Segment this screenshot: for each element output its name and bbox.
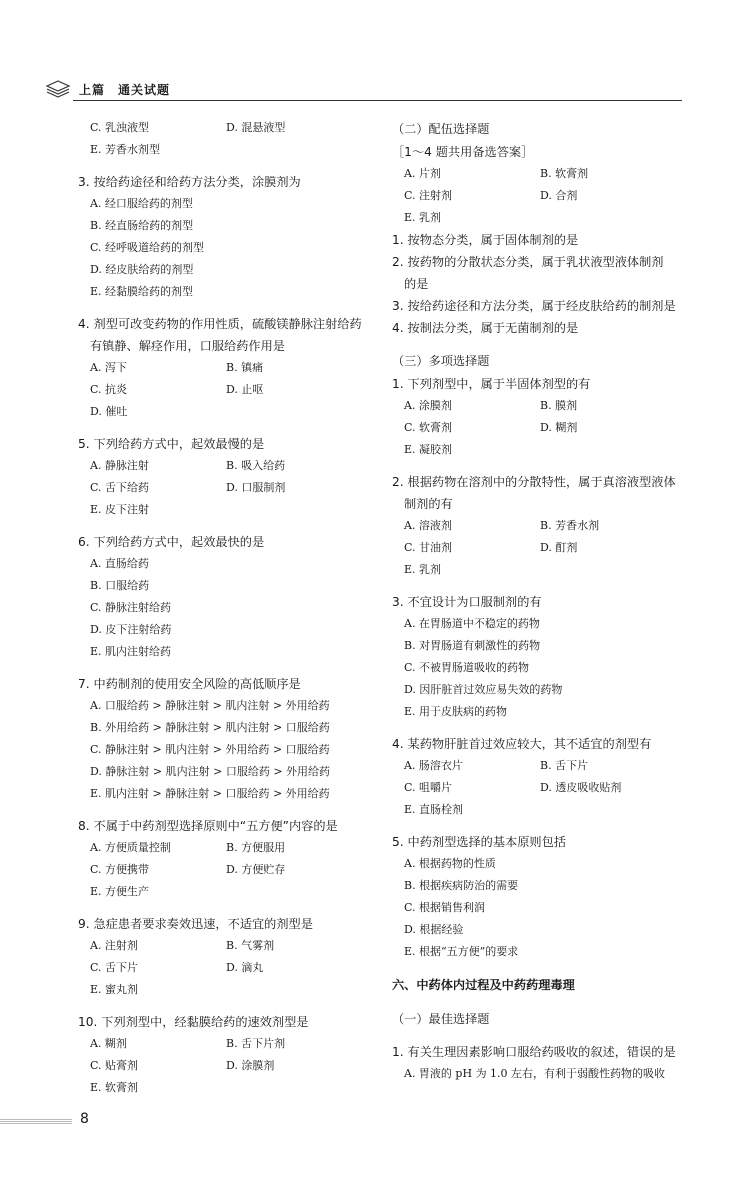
option-item: D. 因肝脏首过效应易失效的药物 — [404, 683, 563, 696]
option-item: C. 咀嚼片 — [404, 781, 453, 794]
spacer — [78, 805, 378, 815]
option-item: B. 根据疾病防治的需要 — [404, 879, 519, 892]
section-heading: 六、中药体内过程及中药药理毒理 — [392, 978, 575, 992]
option-item: B. 吸入给药 — [226, 459, 286, 472]
option-row — [78, 117, 378, 139]
question-text: 2. 根据药物在溶剂中的分散特性，属于真溶液型液体 — [392, 475, 676, 489]
option-item: A. 糊剂 — [90, 1037, 127, 1050]
option-item: E. 根据“五方便”的要求 — [404, 945, 519, 958]
option-row — [392, 777, 692, 799]
question-text: 3. 不宜设计为口服制剂的有 — [392, 595, 542, 609]
option-item: D. 口服制剂 — [226, 481, 286, 494]
option-item: D. 根据经验 — [404, 923, 464, 936]
option-item: B. 膜剂 — [540, 399, 578, 412]
spacer — [78, 903, 378, 913]
option-item: A. 溶液剂 — [404, 519, 452, 532]
footer-decoration — [0, 1119, 72, 1125]
book-stack-icon — [45, 80, 71, 98]
option-item: A. 经口服给药的剂型 — [90, 197, 193, 210]
page-number: 8 — [80, 1111, 89, 1127]
option-item: B. 外用给药 > 静脉注射 > 肌内注射 > 口服给药 — [90, 721, 330, 734]
question-text: 有镇静、解痉作用，口服给药作用是 — [90, 339, 285, 353]
option-item: D. 滴丸 — [226, 961, 264, 974]
spacer — [392, 821, 692, 831]
option-item: C. 方便携带 — [90, 863, 150, 876]
header-title: 上篇 通关试题 — [79, 83, 171, 97]
question-text: 4. 剂型可改变药物的作用性质，硫酸镁静脉注射给药 — [78, 317, 362, 331]
header-rule — [73, 100, 682, 101]
option-row — [78, 357, 378, 379]
page-header — [45, 80, 682, 102]
option-item: C. 不被胃肠道吸收的药物 — [404, 661, 530, 674]
spacer — [78, 663, 378, 673]
option-item: A. 涂膜剂 — [404, 399, 452, 412]
option-item: C. 抗炎 — [90, 383, 128, 396]
option-row — [392, 537, 692, 559]
spacer — [392, 723, 692, 733]
section-heading: （三）多项选择题 — [392, 354, 490, 368]
option-item: E. 乳剂 — [404, 211, 442, 224]
option-row — [392, 163, 692, 185]
option-item: A. 口服给药 > 静脉注射 > 肌内注射 > 外用给药 — [90, 699, 330, 712]
option-row — [392, 417, 692, 439]
option-item: B. 舌下片剂 — [226, 1037, 286, 1050]
question-text: 1. 有关生理因素影响口服给药吸收的叙述，错误的是 — [392, 1045, 676, 1059]
option-item: A. 根据药物的性质 — [404, 857, 496, 870]
option-item: E. 肌内注射给药 — [90, 645, 172, 658]
option-item: D. 涂膜剂 — [226, 1059, 275, 1072]
option-item: C. 乳浊液型 — [90, 121, 150, 134]
question-text: 9. 急症患者要求奏效迅速，不适宜的剂型是 — [78, 917, 313, 931]
question-text: 制剂的有 — [404, 497, 453, 511]
spacer — [392, 581, 692, 591]
option-item: B. 口服给药 — [90, 579, 150, 592]
option-item: D. 皮下注射给药 — [90, 623, 172, 636]
option-item: A. 注射剂 — [90, 939, 138, 952]
option-item: E. 方便生产 — [90, 885, 150, 898]
spacer — [392, 1031, 692, 1041]
option-item: D. 止呕 — [226, 383, 264, 396]
option-item: B. 方便服用 — [226, 841, 286, 854]
question-text: 3. 按给药途径和方法分类，属于经皮肤给药的制剂是 — [392, 299, 676, 313]
option-row — [392, 185, 692, 207]
option-item: B. 气雾剂 — [226, 939, 275, 952]
left-column — [78, 117, 378, 1099]
option-item: C. 贴膏剂 — [90, 1059, 139, 1072]
right-column — [392, 117, 692, 1085]
option-row — [392, 395, 692, 417]
option-item: A. 方便质量控制 — [90, 841, 171, 854]
question-text: 1. 按物态分类，属于固体制剂的是 — [392, 233, 579, 247]
section-heading: （一）最佳选择题 — [392, 1012, 490, 1026]
option-item: C. 静脉注射 > 肌内注射 > 外用给药 > 口服给药 — [90, 743, 330, 756]
option-item: E. 肌内注射 > 静脉注射 > 口服给药 > 外用给药 — [90, 787, 330, 800]
question-text: 4. 按制法分类，属于无菌制剂的是 — [392, 321, 579, 335]
option-row — [78, 837, 378, 859]
option-item: A. 在胃肠道中不稳定的药物 — [404, 617, 540, 630]
option-item: E. 用于皮肤病的药物 — [404, 705, 508, 718]
option-row — [78, 379, 378, 401]
option-item: E. 凝胶剂 — [404, 443, 453, 456]
option-item: A. 胃液的 pH 为 1.0 左右，有利于弱酸性药物的吸收 — [404, 1067, 666, 1080]
question-text: 4. 某药物肝脏首过效应较大，其不适宜的剂型有 — [392, 737, 652, 751]
option-item: C. 经呼吸道给药的剂型 — [90, 241, 205, 254]
spacer — [392, 997, 692, 1007]
question-text: 7. 中药制剂的使用安全风险的高低顺序是 — [78, 677, 301, 691]
option-item: B. 经直肠给药的剂型 — [90, 219, 194, 232]
option-item: C. 舌下片 — [90, 961, 139, 974]
option-item: C. 静脉注射给药 — [90, 601, 172, 614]
option-item: D. 经皮肤给药的剂型 — [90, 263, 194, 276]
option-item: A. 直肠给药 — [90, 557, 149, 570]
question-text: 的是 — [404, 277, 429, 291]
option-row — [78, 935, 378, 957]
option-row — [78, 455, 378, 477]
option-item: C. 舌下给药 — [90, 481, 150, 494]
option-item: B. 镇痛 — [226, 361, 264, 374]
question-text: ［1～4 题共用备选答案］ — [392, 145, 534, 159]
spacer — [392, 461, 692, 471]
option-item: A. 肠溶衣片 — [404, 759, 463, 772]
option-item: E. 经黏膜给药的剂型 — [90, 285, 194, 298]
option-row — [78, 1033, 378, 1055]
option-item: E. 乳剂 — [404, 563, 442, 576]
question-text: 8. 不属于中药剂型选择原则中“五方便”内容的是 — [78, 819, 338, 833]
option-row — [78, 1055, 378, 1077]
question-text: 2. 按药物的分散状态分类，属于乳状液型液体制剂 — [392, 255, 664, 269]
option-item: E. 软膏剂 — [90, 1081, 139, 1094]
option-row — [78, 957, 378, 979]
spacer — [78, 521, 378, 531]
option-item: A. 静脉注射 — [90, 459, 149, 472]
option-item: D. 催吐 — [90, 405, 128, 418]
question-text: 5. 中药剂型选择的基本原则包括 — [392, 835, 566, 849]
spacer — [78, 423, 378, 433]
option-item: E. 芳香水剂型 — [90, 143, 161, 156]
option-row — [392, 515, 692, 537]
option-item: B. 对胃肠道有刺激性的药物 — [404, 639, 541, 652]
option-item: D. 合剂 — [540, 189, 578, 202]
question-text: 3. 按给药途径和给药方法分类，涂膜剂为 — [78, 175, 301, 189]
option-item: D. 糊剂 — [540, 421, 578, 434]
spacer — [392, 963, 692, 973]
option-row — [78, 859, 378, 881]
section-heading: （二）配伍选择题 — [392, 122, 490, 136]
option-item: D. 混悬液型 — [226, 121, 286, 134]
spacer — [78, 161, 378, 171]
option-item: C. 软膏剂 — [404, 421, 453, 434]
question-text: 6. 下列给药方式中，起效最快的是 — [78, 535, 265, 549]
option-item: D. 方便贮存 — [226, 863, 286, 876]
option-item: C. 注射剂 — [404, 189, 453, 202]
option-item: A. 片剂 — [404, 167, 441, 180]
option-item: B. 芳香水剂 — [540, 519, 600, 532]
option-item: D. 透皮吸收贴剂 — [540, 781, 622, 794]
option-item: D. 酊剂 — [540, 541, 578, 554]
option-item: B. 软膏剂 — [540, 167, 589, 180]
option-item: C. 甘油剂 — [404, 541, 453, 554]
spacer — [78, 303, 378, 313]
spacer — [392, 339, 692, 349]
option-item: A. 泻下 — [90, 361, 127, 374]
question-text: 10. 下列剂型中，经黏膜给药的速效剂型是 — [78, 1015, 309, 1029]
question-text: 1. 下列剂型中，属于半固体剂型的有 — [392, 377, 591, 391]
question-text: 5. 下列给药方式中，起效最慢的是 — [78, 437, 265, 451]
option-item: B. 舌下片 — [540, 759, 589, 772]
option-item: E. 直肠栓剂 — [404, 803, 464, 816]
option-row — [78, 477, 378, 499]
option-item: E. 蜜丸剂 — [90, 983, 139, 996]
option-item: D. 静脉注射 > 肌内注射 > 口服给药 > 外用给药 — [90, 765, 331, 778]
spacer — [78, 1001, 378, 1011]
option-item: C. 根据销售利润 — [404, 901, 486, 914]
option-item: E. 皮下注射 — [90, 503, 150, 516]
option-row — [392, 755, 692, 777]
